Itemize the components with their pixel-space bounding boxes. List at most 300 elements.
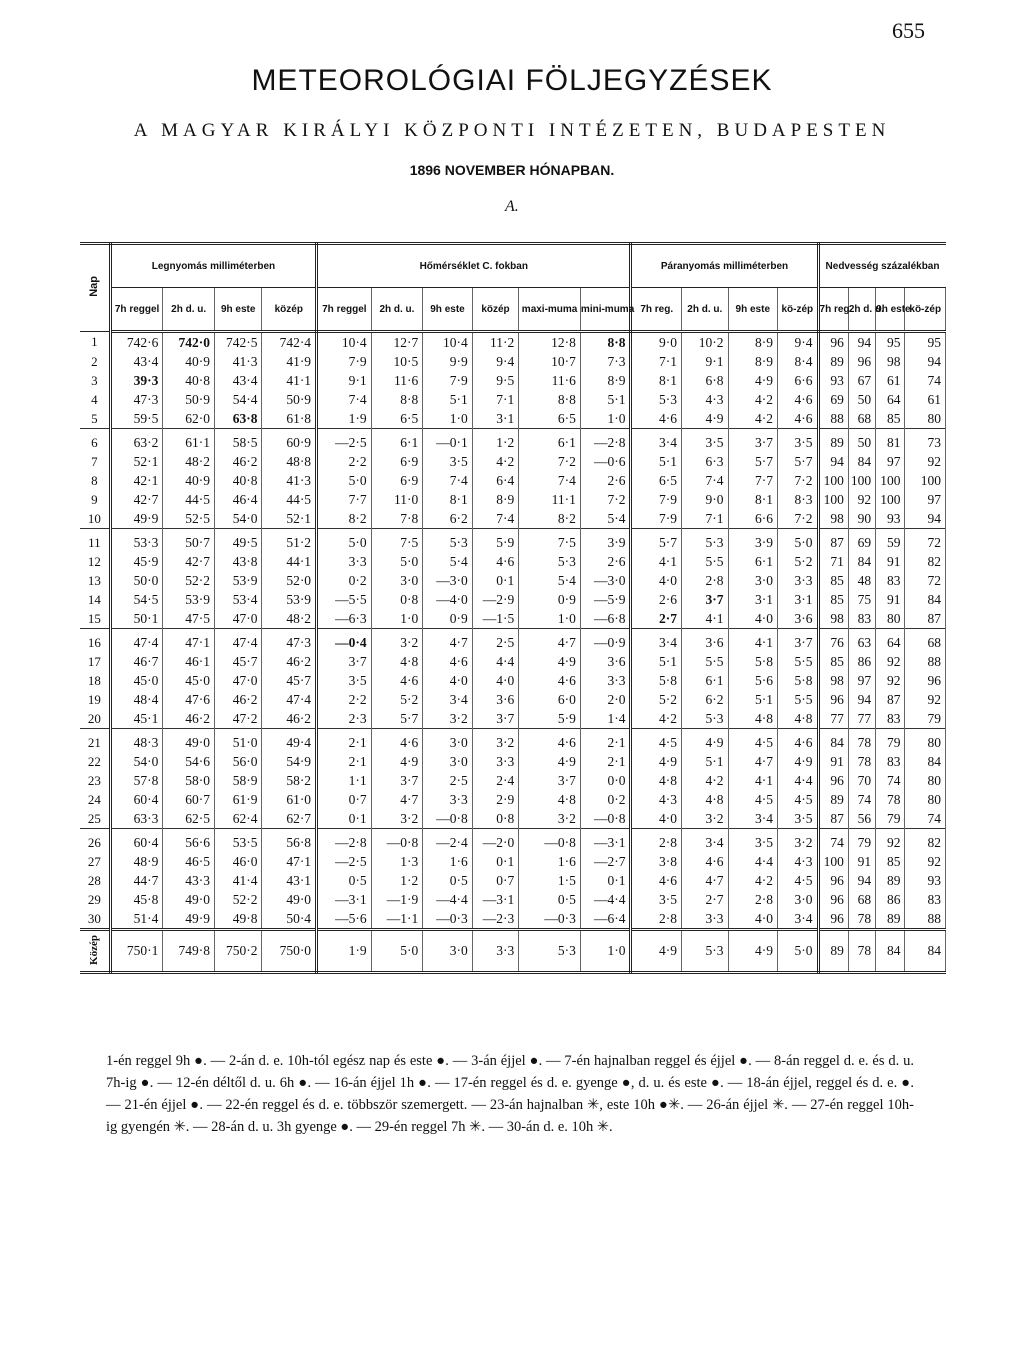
meteorological-table [80,242,946,1028]
value-cell: —6·8 [580,609,631,629]
value-cell: 91 [876,552,905,571]
value-cell: 6·6 [728,509,778,529]
value-cell: 42·1 [110,471,163,490]
value-cell: 47·1 [262,852,317,871]
value-cell: 60·4 [110,833,163,852]
table-row [80,833,946,852]
value-cell: 47·0 [214,671,262,690]
value-cell: 6·5 [631,471,682,490]
value-cell: 96 [818,909,848,930]
value-cell: 3·1 [472,409,519,429]
average-cell: 4·9 [631,930,682,973]
value-cell: 69 [848,533,875,552]
value-cell: 5·5 [682,552,729,571]
value-cell: 2·8 [631,833,682,852]
value-cell: 87 [876,690,905,709]
value-cell: 5·4 [423,552,473,571]
value-cell: 53·9 [214,571,262,590]
value-cell: 87 [818,533,848,552]
value-cell: 3·5 [778,433,818,452]
day-cell: 2 [80,352,110,371]
value-cell: 98 [818,609,848,629]
day-cell: 10 [80,509,110,529]
value-cell: —0·9 [580,633,631,652]
value-cell: 4·4 [728,852,778,871]
value-cell: 6·9 [371,452,423,471]
value-cell: 4·2 [728,409,778,429]
value-cell: 5·7 [778,452,818,471]
value-cell: 83 [876,571,905,590]
value-cell: 4·8 [682,790,729,809]
value-cell: 4·0 [423,671,473,690]
value-cell: 49·0 [163,733,215,752]
value-cell: 47·4 [214,633,262,652]
value-cell: 4·3 [778,852,818,871]
value-cell: 4·0 [728,909,778,930]
value-cell: —2·0 [472,833,519,852]
value-cell: 3·6 [580,652,631,671]
value-cell: 91 [876,590,905,609]
value-cell: 12·8 [519,332,581,353]
value-cell: 4·5 [728,790,778,809]
table-row [80,733,946,752]
value-cell: 4·1 [682,609,729,629]
value-cell: 93 [876,509,905,529]
value-cell: 52·5 [163,509,215,529]
value-cell: 1·0 [519,609,581,629]
value-cell: 2·7 [682,890,729,909]
value-cell: 61·8 [262,409,317,429]
value-cell: 2·2 [317,690,372,709]
value-cell: 5·1 [423,390,473,409]
value-cell: 5·1 [682,752,729,771]
value-cell: 3·0 [423,752,473,771]
value-cell: 4·8 [728,709,778,729]
value-cell: 5·1 [631,452,682,471]
value-cell: 60·4 [110,790,163,809]
value-cell: 92 [876,833,905,852]
value-cell: 100 [876,471,905,490]
value-cell: 9·0 [682,490,729,509]
value-cell: 0·7 [472,871,519,890]
value-cell: 2·0 [580,690,631,709]
value-cell: 2·3 [317,709,372,729]
value-cell: 5·2 [371,690,423,709]
value-cell: 9·4 [778,332,818,353]
value-cell: 6·0 [519,690,581,709]
average-cell: 5·3 [519,930,581,973]
value-cell: 2·6 [580,471,631,490]
value-cell: 8·9 [580,371,631,390]
value-cell: 8·4 [778,352,818,371]
value-cell: 59 [876,533,905,552]
column-header: 7h reg. [631,288,682,332]
value-cell: 5·1 [580,390,631,409]
day-cell: 25 [80,809,110,829]
value-cell: 83 [876,709,905,729]
value-cell: 74 [905,809,946,829]
value-cell: 3·7 [778,633,818,652]
value-cell: 8·8 [580,332,631,353]
value-cell: 76 [818,633,848,652]
value-cell: 46·2 [214,452,262,471]
value-cell: 46·2 [214,690,262,709]
value-cell: 3·1 [778,590,818,609]
value-cell: —2·5 [317,433,372,452]
table-row [80,371,946,390]
value-cell: 59·5 [110,409,163,429]
value-cell: 3·5 [317,671,372,690]
value-cell: 52·2 [214,890,262,909]
value-cell: 97 [848,671,875,690]
day-cell: 12 [80,552,110,571]
value-cell: 8·1 [728,490,778,509]
value-cell: 54·6 [163,752,215,771]
value-cell: 39·3 [110,371,163,390]
value-cell: 3·7 [317,652,372,671]
value-cell: 7·4 [423,471,473,490]
page-title: METEOROLÓGIAI FÖLJEGYZÉSEK [251,64,773,97]
value-cell: 96 [818,690,848,709]
column-header: közép [472,288,519,332]
value-cell: 7·3 [580,352,631,371]
value-cell: 84 [905,752,946,771]
table-row [80,332,946,353]
value-cell: 10·7 [519,352,581,371]
value-cell: 7·4 [682,471,729,490]
value-cell: 8·2 [317,509,372,529]
value-cell: 7·9 [631,509,682,529]
value-cell: —3·0 [423,571,473,590]
value-cell: 78 [848,909,875,930]
header-temperature: Hőmérséklet C. fokban [317,244,631,288]
average-label: Közép [80,930,110,973]
value-cell: 54·0 [110,752,163,771]
value-cell: 5·3 [519,552,581,571]
value-cell: 3·2 [371,633,423,652]
average-cell: 5·0 [371,930,423,973]
value-cell: —0·1 [423,433,473,452]
value-cell: 11·2 [472,332,519,353]
value-cell: 53·9 [262,590,317,609]
value-cell: —0·8 [423,809,473,829]
value-cell: 3·6 [778,609,818,629]
value-cell: 2·1 [580,752,631,771]
value-cell: 8·3 [778,490,818,509]
value-cell: 3·6 [472,690,519,709]
value-cell: 80 [905,733,946,752]
value-cell: 4·9 [519,652,581,671]
value-cell: 89 [818,790,848,809]
value-cell: 0·8 [472,809,519,829]
value-cell: 1·9 [317,409,372,429]
value-cell: 49·5 [214,533,262,552]
value-cell: 9·9 [423,352,473,371]
table-row [80,633,946,652]
value-cell: 4·0 [631,571,682,590]
value-cell: 48·2 [163,452,215,471]
column-header: 2h d. u. [163,288,215,332]
table-row [80,552,946,571]
value-cell: 96 [818,871,848,890]
value-cell: 48·4 [110,690,163,709]
value-cell: 4·2 [472,452,519,471]
value-cell: 46·2 [262,652,317,671]
value-cell: 4·9 [778,752,818,771]
table-row [80,790,946,809]
value-cell: 79 [905,709,946,729]
value-cell: 49·0 [262,890,317,909]
value-cell: 6·2 [682,690,729,709]
value-cell: 0·8 [371,590,423,609]
value-cell: 53·3 [110,533,163,552]
value-cell: 79 [876,809,905,829]
value-cell: 84 [905,590,946,609]
value-cell: 49·8 [214,909,262,930]
value-cell: 4·6 [778,409,818,429]
value-cell: 1·1 [317,771,372,790]
value-cell: 43·4 [110,352,163,371]
value-cell: 47·6 [163,690,215,709]
value-cell: 43·1 [262,871,317,890]
value-cell: 1·5 [519,871,581,890]
value-cell: 89 [818,433,848,452]
table-row [80,471,946,490]
value-cell: 83 [905,890,946,909]
value-cell: 88 [905,909,946,930]
table-row [80,652,946,671]
day-cell: 19 [80,690,110,709]
value-cell: 61·1 [163,433,215,452]
value-cell: 5·6 [728,671,778,690]
value-cell: 47·0 [214,609,262,629]
value-cell: 3·8 [631,852,682,871]
value-cell: 85 [876,852,905,871]
value-cell: 7·4 [472,509,519,529]
value-cell: 67 [848,371,875,390]
value-cell: 58·5 [214,433,262,452]
value-cell: 4·3 [631,790,682,809]
value-cell: 96 [905,671,946,690]
value-cell: 46·2 [262,709,317,729]
value-cell: 4·6 [682,852,729,871]
average-cell: 89 [818,930,848,973]
value-cell: 5·7 [728,452,778,471]
value-cell: 2·9 [472,790,519,809]
value-cell: 41·9 [262,352,317,371]
value-cell: 87 [818,809,848,829]
value-cell: 0·7 [317,790,372,809]
value-cell: 87 [905,609,946,629]
table-row [80,909,946,930]
value-cell: 46·5 [163,852,215,871]
value-cell: 4·0 [631,809,682,829]
value-cell: 54·5 [110,590,163,609]
value-cell: 5·0 [371,552,423,571]
value-cell: 4·6 [778,733,818,752]
value-cell: 74 [905,371,946,390]
value-cell: 742·6 [110,332,163,353]
value-cell: —4·0 [423,590,473,609]
value-cell: 80 [876,609,905,629]
value-cell: 3·3 [778,571,818,590]
value-cell: 83 [876,752,905,771]
value-cell: 54·0 [214,509,262,529]
value-cell: 92 [876,652,905,671]
value-cell: 58·2 [262,771,317,790]
value-cell: 54·9 [262,752,317,771]
day-cell: 8 [80,471,110,490]
value-cell: 10·4 [317,332,372,353]
value-cell: 41·3 [214,352,262,371]
value-cell: 9·1 [317,371,372,390]
value-cell: 91 [818,752,848,771]
value-cell: 74 [876,771,905,790]
value-cell: 5·5 [778,690,818,709]
value-cell: 5·3 [631,390,682,409]
value-cell: —2·8 [317,833,372,852]
value-cell: 95 [876,332,905,353]
table-row [80,809,946,829]
column-header: 2h d. u. [682,288,729,332]
value-cell: 63·8 [214,409,262,429]
average-cell: 5·3 [682,930,729,973]
value-cell: 5·3 [682,533,729,552]
average-cell: 5·0 [778,930,818,973]
value-cell: 8·1 [631,371,682,390]
value-cell: 54·4 [214,390,262,409]
value-cell: 1·6 [519,852,581,871]
value-cell: 40·9 [163,352,215,371]
weather-notes [106,1050,914,1138]
value-cell: 51·2 [262,533,317,552]
value-cell: 7·2 [580,490,631,509]
value-cell: 7·8 [371,509,423,529]
value-cell: 0·1 [472,571,519,590]
value-cell: 4·5 [778,790,818,809]
value-cell: 4·1 [728,633,778,652]
value-cell: 11·0 [371,490,423,509]
value-cell: 92 [876,671,905,690]
column-header: mini-muma [580,288,631,332]
value-cell: —4·4 [423,890,473,909]
value-cell: 40·8 [163,371,215,390]
value-cell: —2·9 [472,590,519,609]
value-cell: 80 [905,790,946,809]
value-cell: 2·4 [472,771,519,790]
value-cell: 3·2 [519,809,581,829]
value-cell: 7·5 [371,533,423,552]
value-cell: 47·5 [163,609,215,629]
value-cell: 98 [818,671,848,690]
value-cell: 1·0 [423,409,473,429]
value-cell: 7·1 [682,509,729,529]
value-cell: 90 [848,509,875,529]
value-cell: 82 [905,833,946,852]
value-cell: 3·2 [472,733,519,752]
value-cell: 45·0 [163,671,215,690]
value-cell: —2·5 [317,852,372,871]
value-cell: 4·4 [778,771,818,790]
value-cell: 74 [818,833,848,852]
day-cell: 29 [80,890,110,909]
day-cell: 27 [80,852,110,871]
value-cell: 97 [905,490,946,509]
value-cell: 47·4 [110,633,163,652]
value-cell: 93 [905,871,946,890]
value-cell: 74 [848,790,875,809]
value-cell: 94 [905,509,946,529]
column-header: kö-zép [905,288,946,332]
column-header: kö-zép [778,288,818,332]
value-cell: 7·5 [519,533,581,552]
value-cell: 3·2 [778,833,818,852]
value-cell: 73 [905,433,946,452]
value-cell: 84 [848,452,875,471]
column-header: 9h este [214,288,262,332]
value-cell: 61 [905,390,946,409]
value-cell: 97 [876,452,905,471]
value-cell: 6·2 [423,509,473,529]
value-cell: 0·5 [317,871,372,890]
value-cell: 5·5 [778,652,818,671]
table-row [80,533,946,552]
value-cell: 8·1 [423,490,473,509]
value-cell: 61·9 [214,790,262,809]
value-cell: 4·6 [371,733,423,752]
value-cell: 85 [876,409,905,429]
value-cell: 70 [848,771,875,790]
table-row [80,690,946,709]
value-cell: —2·3 [472,909,519,930]
average-cell: 4·9 [728,930,778,973]
value-cell: 58·0 [163,771,215,790]
value-cell: 4·1 [631,552,682,571]
day-cell: 14 [80,590,110,609]
value-cell: 78 [848,752,875,771]
table-row [80,452,946,471]
value-cell: 47·3 [262,633,317,652]
value-cell: 4·7 [519,633,581,652]
value-cell: 5·9 [519,709,581,729]
value-cell: 6·4 [472,471,519,490]
value-cell: 49·9 [110,509,163,529]
value-cell: 6·1 [682,671,729,690]
value-cell: 3·3 [472,752,519,771]
month-heading: 1896 NOVEMBER HÓNAPBAN. [409,162,615,178]
value-cell: 3·4 [682,833,729,852]
average-cell: 749·8 [163,930,215,973]
value-cell: 50 [848,433,875,452]
value-cell: 3·4 [631,633,682,652]
value-cell: 3·4 [728,809,778,829]
value-cell: 4·6 [423,652,473,671]
value-cell: 4·6 [371,671,423,690]
value-cell: 100 [818,852,848,871]
value-cell: 77 [848,709,875,729]
value-cell: 45·8 [110,890,163,909]
value-cell: 3·0 [371,571,423,590]
value-cell: 57·8 [110,771,163,790]
value-cell: 1·4 [580,709,631,729]
value-cell: 1·6 [423,852,473,871]
value-cell: 96 [848,352,875,371]
value-cell: 48 [848,571,875,590]
day-cell: 5 [80,409,110,429]
value-cell: 3·7 [472,709,519,729]
value-cell: 52·1 [110,452,163,471]
column-header: 9h este [876,288,905,332]
